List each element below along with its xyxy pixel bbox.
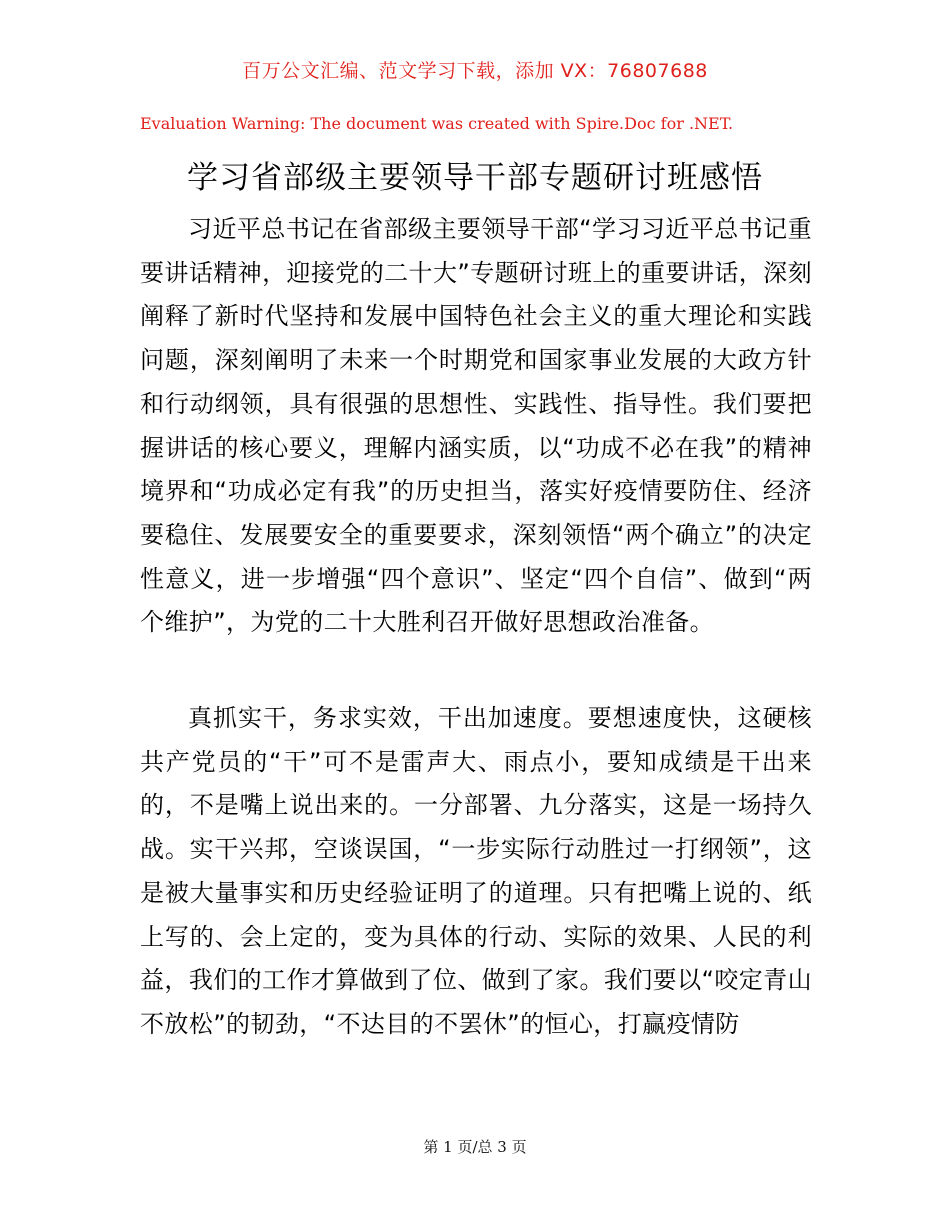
- body-paragraph-1: 习近平总书记在省部级主要领导干部“学习习近平总书记重要讲话精神，迎接党的二十大”专题研讨班上的重要讲话，深刻阐释了新时代坚持和发展中国特色社会主义的重大理论和实践问题，深刻阐明了未来一个时期党和国家事业发展的大政方针和行动纲领，具有很强的思想性、实践性、指导性。我们要把握讲话的核心要义，理解内涵实质，以“功成不必在我”的精神境界和“功成必定有我”的历史担当，落实好疫情要防住、经济要稳住、发展要安全的重要要求，深刻领悟“两个确立”的决定性意义，进一步增强“四个意识”、坚定“四个自信”、做到“两个维护”，为党的二十大胜利召开做好思想政治准备。: [140, 215, 812, 637]
- document-title: 学习省部级主要领导干部专题研讨班感悟: [187, 160, 763, 196]
- body-paragraph-2: 真抓实干，务求实效，干出加速度。要想速度快，这硬核共产党员的“干”可不是雷声大、雨点小，要知成绩是干出来的，不是嘴上说出来的。一分部署、九分落实，这是一场持久战。实干兴邦，空谈误国，“一步实际行动胜过一打纲领”，这是被大量事实和历史经验证明了的道理。只有把嘴上说的、纸上写的、会上定的，变为具体的行动、实际的效果、人民的利益，我们的工作才算做到了位、做到了家。我们要以“咬定青山不放松”的韧劲，“不达目的不罢休”的恒心，打赢疫情防: [140, 704, 812, 1038]
- evaluation-warning: Evaluation Warning: The document was created with Spire.Doc for .NET.: [140, 114, 734, 133]
- page-footer: 第 1 页/总 3 页: [423, 1138, 527, 1156]
- header-banner: 百万公文汇编、范文学习下载，添加 VX：76807688: [242, 60, 708, 82]
